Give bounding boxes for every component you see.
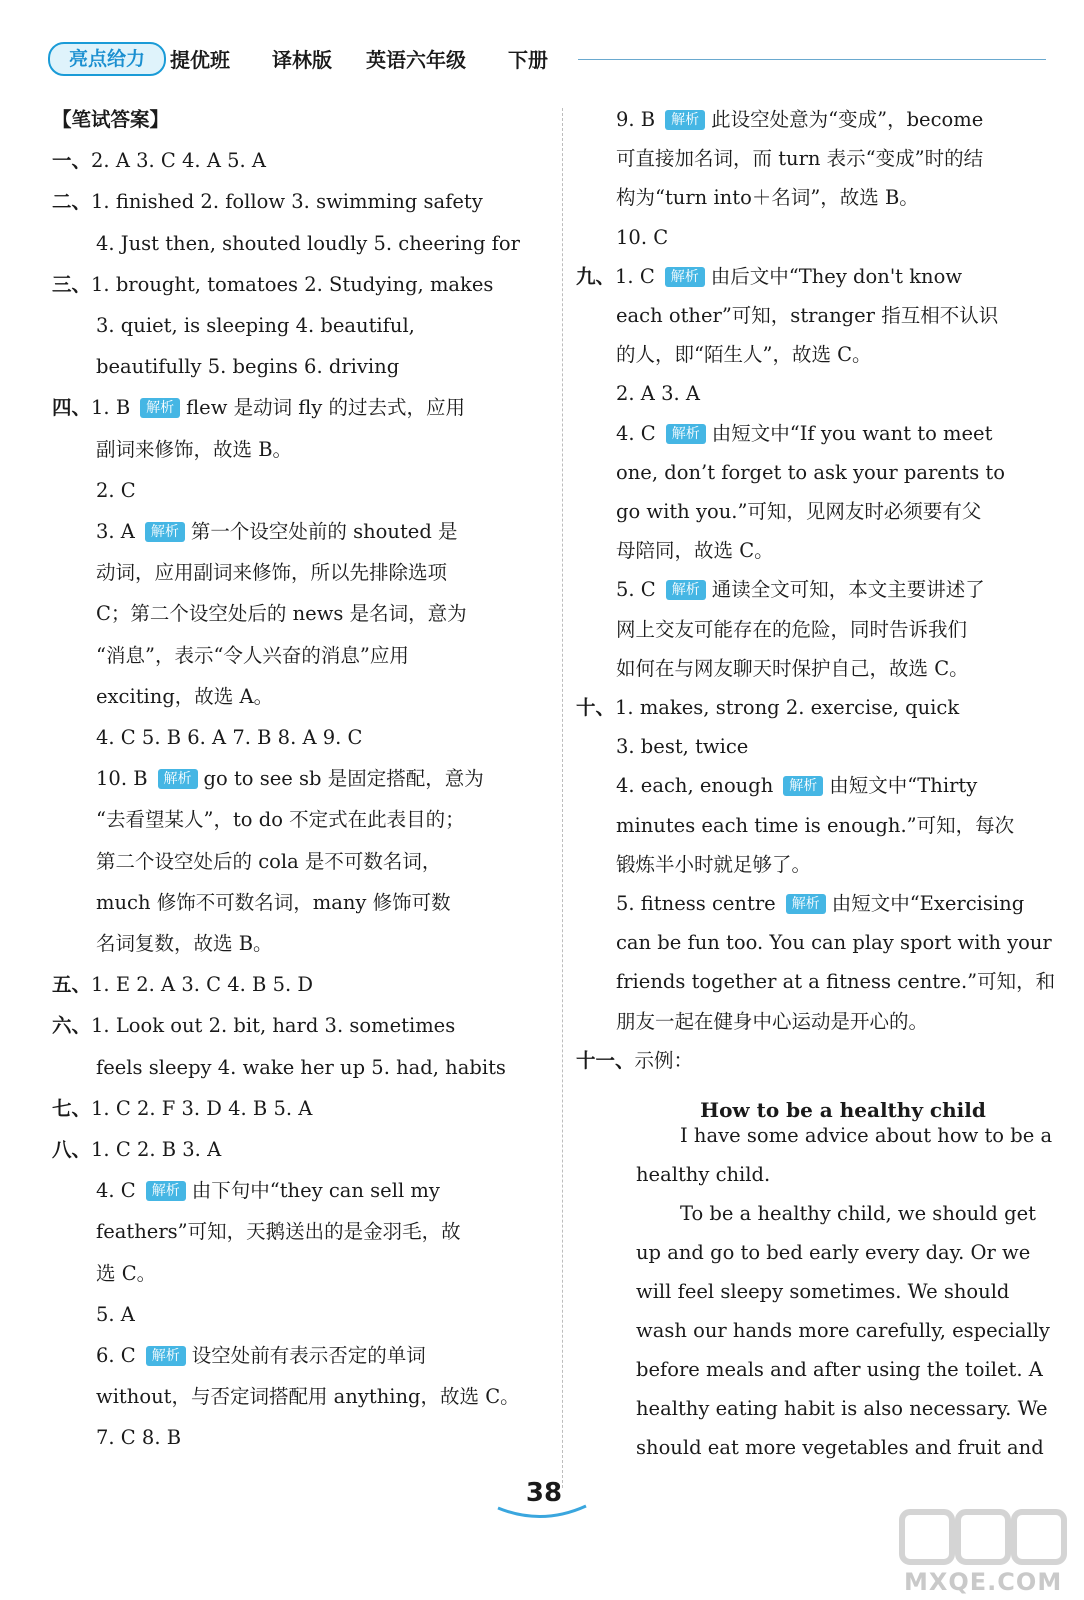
answer-text: 构为“turn into＋名词”，故选 B。 — [616, 186, 919, 210]
subject: 英语六年级 — [366, 48, 466, 72]
left-line — [96, 232, 520, 256]
answer-text: feels sleepy 4. wake her up 5. had, habits — [96, 1055, 506, 1079]
left-line — [96, 355, 399, 379]
left-line — [52, 273, 493, 297]
right-line — [616, 814, 1014, 838]
answer-text: without，与否定词搭配用 anything，故选 C。 — [96, 1385, 520, 1409]
answer-text: 3. best, twice — [616, 735, 749, 759]
answer-text: 9. B — [616, 108, 656, 131]
analysis-text: 由下句中“they can sell my — [191, 1179, 440, 1203]
analysis-text: go to see sb 是固定搭配，意为 — [203, 767, 484, 791]
essay-line: healthy child. — [636, 1163, 771, 1186]
right-line — [616, 931, 1052, 955]
answer-text: 锻炼半小时就足够了。 — [616, 852, 812, 876]
header-rule — [578, 59, 1046, 60]
answer-text: 5. A — [96, 1302, 135, 1326]
left-line — [52, 973, 313, 997]
answer-text: 2. C — [96, 478, 136, 502]
left-line — [96, 1179, 440, 1203]
analysis-tag: 解析 — [158, 769, 198, 789]
left-line — [96, 479, 136, 503]
analysis-tag: 解析 — [665, 267, 705, 287]
answer-text: “消息”，表示“令人兴奋的消息”应用 — [96, 643, 409, 667]
answer-text: 4. C — [96, 1179, 136, 1203]
answer-text: 1. brought, tomatoes 2. Studying, makes — [91, 272, 494, 296]
right-line — [576, 265, 962, 289]
essay-line: wash our hands more carefully, especially — [636, 1319, 1050, 1342]
left-line — [96, 520, 458, 544]
left-line — [96, 726, 362, 750]
answer-text: 如何在与网友聊天时保护自己，故选 C。 — [616, 656, 969, 680]
analysis-tag: 解析 — [666, 580, 706, 600]
left-line — [96, 438, 292, 462]
left-line — [96, 850, 441, 874]
left-line — [96, 767, 484, 791]
left-line — [96, 644, 409, 668]
answer-text: 2. A 3. C 4. A 5. A — [91, 149, 266, 173]
answer-text: 副词来修饰，故选 B。 — [96, 437, 293, 461]
answer-text: 2. A 3. A — [616, 382, 700, 406]
section-number: 四、 — [52, 396, 92, 420]
essay-line: before meals and after using the toilet. A — [636, 1358, 1043, 1381]
left-line — [96, 1344, 426, 1368]
right-line — [616, 382, 700, 406]
edition: 译林版 — [272, 48, 332, 72]
column-divider — [562, 108, 563, 1488]
page-header — [46, 42, 1046, 76]
answer-text: 朋友一起在健身中心运动是开心的。 — [616, 1009, 929, 1033]
right-line — [576, 1049, 693, 1073]
answer-text: C；第二个设空处后的 news 是名词，意为 — [96, 602, 467, 626]
answer-text: 1. Look out 2. bit, hard 3. sometimes — [91, 1014, 456, 1038]
answer-text: beautifully 5. begins 6. driving — [96, 355, 400, 379]
answer-text: can be fun too. You can play sport with your — [616, 931, 1052, 955]
analysis-text: 由短文中“Thirty — [829, 774, 978, 798]
answer-text: 选 C。 — [96, 1261, 157, 1285]
right-line — [616, 304, 998, 328]
left-line — [96, 932, 273, 956]
analysis-tag: 解析 — [783, 776, 823, 796]
analysis-text: flew 是动词 fly 的过去式，应用 — [186, 396, 466, 420]
left-line — [52, 149, 266, 173]
right-line — [616, 186, 919, 210]
section-number: 九、 — [576, 264, 616, 288]
right-line — [616, 1010, 928, 1034]
section-number: 三、 — [52, 272, 92, 296]
analysis-tag: 解析 — [145, 522, 185, 542]
right-line — [616, 343, 872, 367]
answer-text: exciting，故选 A。 — [96, 684, 274, 708]
analysis-text: 由后文中“They don't know — [710, 264, 963, 288]
left-line — [96, 1056, 506, 1080]
answer-text: 4. C 5. B 6. A 7. B 8. A 9. C — [96, 726, 363, 749]
section-number: 十一、 — [576, 1048, 635, 1072]
section-heading: 【笔试答案】 — [52, 108, 170, 131]
section-number: 七、 — [52, 1096, 92, 1120]
series-logo: 亮点给力 — [48, 42, 166, 76]
left-line — [96, 1262, 156, 1286]
answer-text: one, don’t forget to ask your parents to — [616, 460, 1005, 484]
answer-text: 1. C 2. B 3. A — [91, 1138, 222, 1161]
analysis-text: 由短文中“If you want to meet — [711, 421, 993, 445]
left-line — [96, 1385, 520, 1409]
left-line — [96, 685, 273, 709]
answer-text: 5. C — [616, 578, 656, 602]
answer-text: 3. quiet, is sleeping 4. beautiful, — [96, 314, 415, 337]
answer-text: 4. C — [616, 421, 656, 445]
brand-name: 提优班 — [170, 48, 230, 72]
right-line — [616, 147, 983, 171]
right-line — [616, 500, 981, 524]
left-line — [96, 602, 467, 626]
analysis-tag: 解析 — [666, 424, 706, 444]
answer-text: 1. E 2. A 3. C 4. B 5. D — [91, 973, 314, 997]
essay-line: I have some advice about how to be a — [680, 1124, 1053, 1147]
analysis-text: 通读全文可知，本文主要讲述了 — [711, 578, 985, 602]
right-line — [616, 970, 1055, 994]
left-line — [52, 1138, 221, 1162]
right-line — [576, 696, 959, 720]
essay-line: healthy eating habit is also necessary. We — [636, 1397, 1048, 1420]
answer-text: 可直接加名词，而 turn 表示“变成”时的结 — [616, 147, 984, 171]
answer-text: 网上交友可能存在的危险，同时告诉我们 — [616, 617, 968, 641]
analysis-tag: 解析 — [140, 398, 180, 418]
left-line — [52, 108, 169, 132]
right-line — [616, 108, 983, 132]
right-line — [616, 226, 668, 250]
left-line — [96, 1303, 135, 1327]
answer-text: “去看望某人”，to do 不定式在此表目的； — [96, 808, 465, 832]
right-line — [616, 892, 1024, 916]
section-number: 五、 — [52, 973, 92, 997]
analysis-tag: 解析 — [146, 1181, 186, 1201]
right-line — [616, 578, 985, 602]
section-number: 十、 — [576, 696, 616, 719]
answer-text: 1. B — [91, 396, 131, 420]
right-line — [616, 422, 992, 446]
section-number: 八、 — [52, 1138, 92, 1161]
answer-text: 7. C 8. B — [96, 1426, 182, 1450]
left-line — [52, 1014, 455, 1038]
essay-line: will feel sleepy sometimes. We should — [636, 1280, 1010, 1303]
left-line — [96, 1426, 181, 1450]
left-line — [96, 808, 465, 832]
analysis-text: 设空处前有表示否定的单词 — [191, 1344, 426, 1367]
answer-text: go with you.”可知，见网友时必须要有父 — [616, 500, 982, 523]
volume: 下册 — [508, 48, 548, 72]
right-line — [616, 539, 774, 563]
answer-text: 母陪同，故选 C。 — [616, 539, 774, 563]
left-line — [96, 891, 451, 915]
answer-text: 1. makes, strong 2. exercise, quick — [615, 696, 960, 719]
essay-line: To be a healthy child, we should get — [680, 1202, 1036, 1225]
answer-text: 6. C — [96, 1344, 136, 1367]
right-line — [616, 461, 1005, 485]
answer-text: 4. Just then, shouted loudly 5. cheering for — [96, 231, 520, 255]
analysis-tag: 解析 — [665, 110, 705, 130]
essay-line: up and go to bed early every day. Or we — [636, 1241, 1031, 1264]
answer-text: 3. A — [96, 520, 135, 543]
section-number: 六、 — [52, 1014, 92, 1038]
answer-text: 10. C — [616, 225, 669, 249]
answer-text: 名词复数，故选 B。 — [96, 932, 273, 955]
analysis-text: 第一个设空处前的 shouted 是 — [190, 520, 458, 543]
answer-text: 动词，应用副词来修饰，所以先排除选项 — [96, 561, 448, 585]
answer-text: minutes each time is enough.”可知，每次 — [616, 813, 1015, 837]
left-line — [96, 314, 415, 338]
right-line — [616, 618, 967, 642]
section-number: 一、 — [52, 149, 92, 173]
right-line — [616, 657, 969, 681]
answer-text: 1. C — [615, 264, 655, 288]
answer-text: friends together at a fitness centre.”可知，和 — [616, 970, 1056, 994]
answer-text: 5. fitness centre — [616, 892, 776, 915]
left-line — [52, 396, 465, 420]
page-number: 38 — [525, 1478, 563, 1508]
essay-title: How to be a healthy child — [700, 1098, 986, 1122]
answer-text: 第二个设空处后的 cola 是不可数名词， — [96, 849, 442, 873]
right-line — [616, 774, 977, 798]
analysis-text: 由短文中“Exercising — [831, 892, 1025, 915]
answer-text: 示例： — [634, 1048, 694, 1072]
answer-text: 的人，即“陌生人”，故选 C。 — [616, 343, 872, 367]
answer-text: much 修饰不可数名词，many 修饰可数 — [96, 890, 451, 914]
left-line — [96, 561, 447, 585]
answer-text: 10. B — [96, 767, 148, 791]
answer-text: each other”可知，stranger 指互相不认识 — [616, 304, 999, 327]
essay-line: should eat more vegetables and fruit and — [636, 1436, 1044, 1459]
left-line — [96, 1220, 461, 1244]
analysis-tag: 解析 — [786, 894, 826, 914]
page-swoosh-icon — [492, 1500, 592, 1524]
answer-text: 1. finished 2. follow 3. swimming safety — [91, 190, 483, 214]
left-line — [52, 1097, 312, 1121]
answer-text: 1. C 2. F 3. D 4. B 5. A — [91, 1096, 313, 1120]
right-line — [616, 853, 811, 877]
answer-text: feathers”可知，天鹅送出的是金羽毛，故 — [96, 1220, 461, 1244]
right-line — [616, 735, 748, 759]
left-line — [52, 190, 483, 214]
analysis-text: 此设空处意为“变成”，become — [711, 108, 984, 131]
section-number: 二、 — [52, 190, 92, 214]
watermark-text: MXQE.COM — [904, 1568, 1063, 1596]
analysis-tag: 解析 — [146, 1346, 186, 1366]
answer-text: 4. each, enough — [616, 774, 774, 798]
